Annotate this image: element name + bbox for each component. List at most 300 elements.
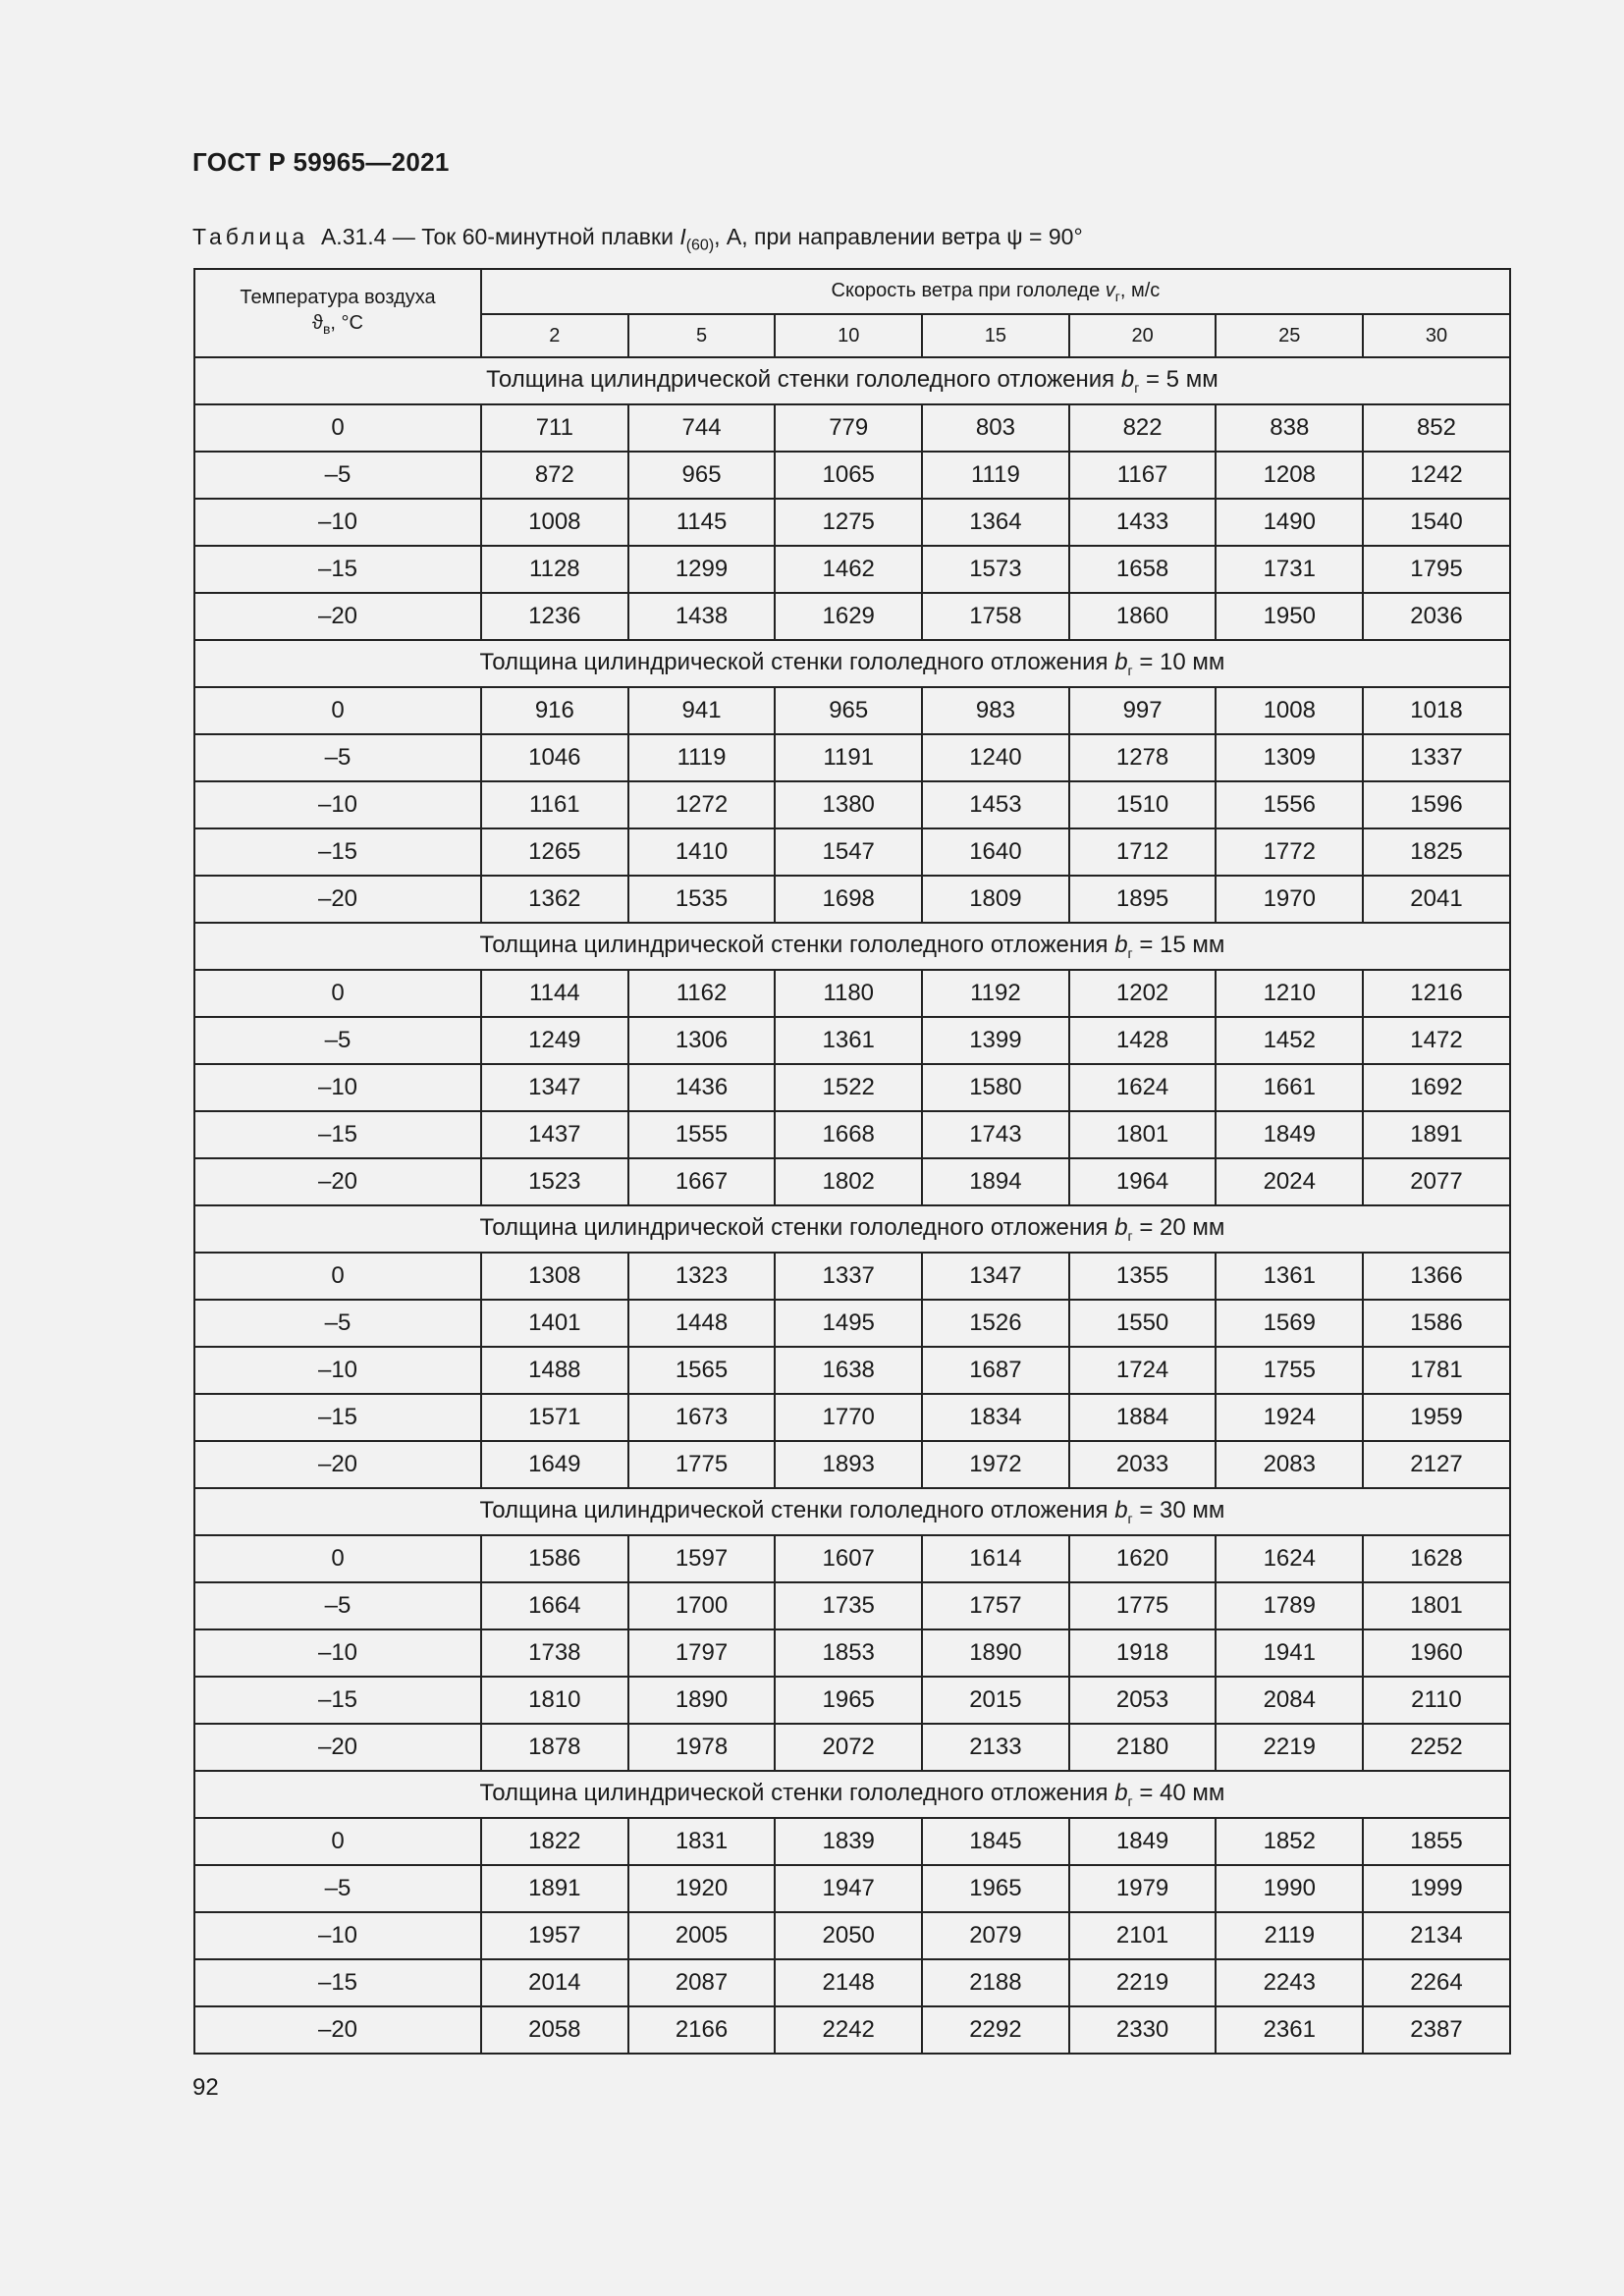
current-value-cell: 1852 — [1216, 1818, 1363, 1865]
section-header-cell — [194, 640, 1510, 687]
temperature-unit: , °С — [330, 312, 363, 334]
current-value-cell: 1361 — [775, 1017, 922, 1064]
current-value-cell: 1216 — [1363, 970, 1510, 1017]
current-value-cell: 1571 — [481, 1394, 628, 1441]
temperature-cell: –20 — [194, 593, 481, 640]
current-value-cell: 1834 — [922, 1394, 1069, 1441]
section-symbol: b — [1120, 366, 1135, 394]
current-value-cell: 1831 — [628, 1818, 776, 1865]
section-symbol-sub: г — [1134, 379, 1140, 396]
current-value-cell: 1448 — [628, 1300, 776, 1347]
current-value-cell: 2330 — [1069, 2006, 1217, 2054]
current-value-cell: 1649 — [481, 1441, 628, 1488]
current-value-cell: 2014 — [481, 1959, 628, 2006]
section-thickness: = 30 мм — [1132, 1497, 1225, 1524]
current-value-cell: 1965 — [922, 1865, 1069, 1912]
current-value-cell: 1535 — [628, 876, 776, 923]
current-value-cell: 1825 — [1363, 828, 1510, 876]
current-value-cell: 2083 — [1216, 1441, 1363, 1488]
current-value-cell: 916 — [481, 687, 628, 734]
current-value-cell: 1849 — [1069, 1818, 1217, 1865]
current-value-cell: 1495 — [775, 1300, 922, 1347]
current-value-cell: 1970 — [1216, 876, 1363, 923]
current-value-cell: 1890 — [922, 1629, 1069, 1677]
document-header: ГОСТ Р 59965—2021 — [192, 147, 450, 177]
current-value-cell: 1855 — [1363, 1818, 1510, 1865]
current-value-cell: 2110 — [1363, 1677, 1510, 1724]
current-value-cell: 1210 — [1216, 970, 1363, 1017]
section-header-cell — [194, 357, 1510, 404]
table-row — [194, 1912, 1510, 1959]
current-value-cell: 1960 — [1363, 1629, 1510, 1677]
current-value-cell: 779 — [775, 404, 922, 452]
table-row — [194, 1158, 1510, 1205]
temperature-cell: –5 — [194, 1582, 481, 1629]
current-value-cell: 2077 — [1363, 1158, 1510, 1205]
current-value-cell: 1891 — [481, 1865, 628, 1912]
table-row — [194, 1441, 1510, 1488]
current-value-cell: 1758 — [922, 593, 1069, 640]
temperature-cell: 0 — [194, 1535, 481, 1582]
current-value-cell: 1540 — [1363, 499, 1510, 546]
section-label: Толщина цилиндрической стенки гололедного отложения — [479, 1780, 1115, 1807]
temperature-cell: –20 — [194, 2006, 481, 2054]
wind-speed-cell: 2 — [481, 314, 628, 357]
current-value-cell: 852 — [1363, 404, 1510, 452]
current-value-cell: 711 — [481, 404, 628, 452]
temperature-cell: –15 — [194, 828, 481, 876]
table-row — [194, 1347, 1510, 1394]
current-value-cell: 2050 — [775, 1912, 922, 1959]
table-row — [194, 1959, 1510, 2006]
temperature-cell: –10 — [194, 499, 481, 546]
current-value-cell: 1878 — [481, 1724, 628, 1771]
temperature-cell: –5 — [194, 452, 481, 499]
section-symbol: b — [1114, 932, 1128, 959]
current-value-cell: 1488 — [481, 1347, 628, 1394]
current-value-cell: 1712 — [1069, 828, 1217, 876]
table-row — [194, 970, 1510, 1017]
section-label: Толщина цилиндрической стенки гололедного отложения — [479, 1214, 1115, 1242]
current-value-cell: 1008 — [481, 499, 628, 546]
current-value-cell: 1698 — [775, 876, 922, 923]
current-value-cell: 2127 — [1363, 1441, 1510, 1488]
current-value-cell: 2242 — [775, 2006, 922, 2054]
caption-text-after: , А, при направлении ветра ψ = 90° — [714, 224, 1083, 249]
current-value-cell: 1738 — [481, 1629, 628, 1677]
current-value-cell: 1822 — [481, 1818, 628, 1865]
current-value-cell: 1772 — [1216, 828, 1363, 876]
current-value-cell: 1743 — [922, 1111, 1069, 1158]
current-value-cell: 1556 — [1216, 781, 1363, 828]
current-value-cell: 1438 — [628, 593, 776, 640]
current-value-cell: 2219 — [1216, 1724, 1363, 1771]
table-row — [194, 499, 1510, 546]
section-header-row — [194, 1205, 1510, 1253]
current-value-cell: 1249 — [481, 1017, 628, 1064]
current-value-cell: 1428 — [1069, 1017, 1217, 1064]
current-value-cell: 2188 — [922, 1959, 1069, 2006]
section-header-cell — [194, 1771, 1510, 1818]
current-value-cell: 1236 — [481, 593, 628, 640]
current-value-cell: 1731 — [1216, 546, 1363, 593]
current-value-cell: 1775 — [628, 1441, 776, 1488]
current-value-cell: 1510 — [1069, 781, 1217, 828]
current-value-cell: 1401 — [481, 1300, 628, 1347]
current-value-cell: 1755 — [1216, 1347, 1363, 1394]
temperature-cell: –10 — [194, 1629, 481, 1677]
temperature-cell: –20 — [194, 1441, 481, 1488]
table-row — [194, 546, 1510, 593]
current-value-cell: 1361 — [1216, 1253, 1363, 1300]
temperature-cell: –15 — [194, 546, 481, 593]
current-value-cell: 2387 — [1363, 2006, 1510, 2054]
section-thickness: = 20 мм — [1132, 1214, 1225, 1242]
table-row — [194, 1629, 1510, 1677]
current-value-cell: 1008 — [1216, 687, 1363, 734]
current-value-cell: 1337 — [775, 1253, 922, 1300]
current-value-cell: 1018 — [1363, 687, 1510, 734]
temperature-symbol-sub: в — [322, 321, 331, 337]
current-value-cell: 1941 — [1216, 1629, 1363, 1677]
temperature-cell: –15 — [194, 1677, 481, 1724]
table-row — [194, 452, 1510, 499]
table-row — [194, 876, 1510, 923]
current-value-cell: 1275 — [775, 499, 922, 546]
current-value-cell: 1550 — [1069, 1300, 1217, 1347]
current-value-cell: 2361 — [1216, 2006, 1363, 2054]
section-header-row — [194, 640, 1510, 687]
current-value-cell: 2133 — [922, 1724, 1069, 1771]
current-value-cell: 2087 — [628, 1959, 776, 2006]
temperature-cell: –10 — [194, 1347, 481, 1394]
current-value-cell: 1972 — [922, 1441, 1069, 1488]
caption-symbol: I — [679, 224, 686, 249]
current-value-cell: 1586 — [1363, 1300, 1510, 1347]
current-value-cell: 1144 — [481, 970, 628, 1017]
current-value-cell: 2119 — [1216, 1912, 1363, 1959]
current-value-cell: 1950 — [1216, 593, 1363, 640]
current-value-cell: 838 — [1216, 404, 1363, 452]
wind-unit: , м/с — [1119, 279, 1161, 301]
current-value-cell: 1810 — [481, 1677, 628, 1724]
table-row — [194, 2006, 1510, 2054]
current-value-cell: 1770 — [775, 1394, 922, 1441]
temperature-cell: –20 — [194, 876, 481, 923]
current-value-cell: 1437 — [481, 1111, 628, 1158]
caption-text-before: — Ток 60-минутной плавки — [386, 224, 680, 249]
current-value-cell: 1849 — [1216, 1111, 1363, 1158]
current-value-cell: 1795 — [1363, 546, 1510, 593]
current-value-cell: 1119 — [628, 734, 776, 781]
table-row — [194, 1253, 1510, 1300]
current-value-cell: 2079 — [922, 1912, 1069, 1959]
current-value-cell: 1272 — [628, 781, 776, 828]
table-row — [194, 1017, 1510, 1064]
table-row — [194, 1818, 1510, 1865]
current-value-cell: 1362 — [481, 876, 628, 923]
current-value-cell: 1597 — [628, 1535, 776, 1582]
current-value-cell: 1894 — [922, 1158, 1069, 1205]
table-row — [194, 1724, 1510, 1771]
current-value-cell: 1624 — [1069, 1064, 1217, 1111]
table-row — [194, 734, 1510, 781]
current-value-cell: 1700 — [628, 1582, 776, 1629]
table-row — [194, 404, 1510, 452]
current-value-cell: 965 — [628, 452, 776, 499]
current-value-cell: 1667 — [628, 1158, 776, 1205]
current-value-cell: 2252 — [1363, 1724, 1510, 1771]
current-value-cell: 1299 — [628, 546, 776, 593]
current-value-cell: 1347 — [922, 1253, 1069, 1300]
section-header-row — [194, 1771, 1510, 1818]
current-value-cell: 2219 — [1069, 1959, 1217, 2006]
current-value-cell: 1240 — [922, 734, 1069, 781]
current-value-cell: 1978 — [628, 1724, 776, 1771]
current-value-cell: 1990 — [1216, 1865, 1363, 1912]
table-row — [194, 687, 1510, 734]
section-header-row — [194, 1488, 1510, 1535]
section-symbol: b — [1114, 1214, 1128, 1242]
current-value-cell: 2041 — [1363, 876, 1510, 923]
current-value-cell: 1661 — [1216, 1064, 1363, 1111]
table-row — [194, 593, 1510, 640]
temperature-cell: 0 — [194, 970, 481, 1017]
table-caption — [192, 224, 1083, 255]
section-header-cell — [194, 923, 1510, 970]
current-value-cell: 1964 — [1069, 1158, 1217, 1205]
current-table — [193, 268, 1511, 2055]
current-value-cell: 2166 — [628, 2006, 776, 2054]
current-value-cell: 1724 — [1069, 1347, 1217, 1394]
current-value-cell: 997 — [1069, 687, 1217, 734]
current-value-cell: 1462 — [775, 546, 922, 593]
table-body — [194, 357, 1510, 2054]
temperature-cell: 0 — [194, 1818, 481, 1865]
section-symbol-sub: г — [1127, 1510, 1133, 1526]
wind-speed-cell: 15 — [922, 314, 1069, 357]
current-value-cell: 1845 — [922, 1818, 1069, 1865]
current-value-cell: 803 — [922, 404, 1069, 452]
current-value-cell: 1323 — [628, 1253, 776, 1300]
current-value-cell: 1337 — [1363, 734, 1510, 781]
current-value-cell: 2072 — [775, 1724, 922, 1771]
table-row — [194, 1300, 1510, 1347]
current-value-cell: 1891 — [1363, 1111, 1510, 1158]
current-value-cell: 1965 — [775, 1677, 922, 1724]
current-value-cell: 1192 — [922, 970, 1069, 1017]
temperature-header-label: Температура воздуха — [240, 287, 436, 308]
current-value-cell: 1789 — [1216, 1582, 1363, 1629]
current-value-cell: 965 — [775, 687, 922, 734]
current-value-cell: 1893 — [775, 1441, 922, 1488]
section-symbol: b — [1114, 649, 1128, 676]
current-value-cell: 1573 — [922, 546, 1069, 593]
current-value-cell: 1364 — [922, 499, 1069, 546]
temperature-cell: 0 — [194, 404, 481, 452]
current-value-cell: 1490 — [1216, 499, 1363, 546]
wind-speed-cell: 30 — [1363, 314, 1510, 357]
current-value-cell: 1306 — [628, 1017, 776, 1064]
temperature-cell: –15 — [194, 1959, 481, 2006]
current-value-cell: 1781 — [1363, 1347, 1510, 1394]
current-value-cell: 1884 — [1069, 1394, 1217, 1441]
current-value-cell: 1999 — [1363, 1865, 1510, 1912]
current-value-cell: 822 — [1069, 404, 1217, 452]
wind-speed-header — [481, 269, 1510, 314]
page-number: 92 — [192, 2074, 219, 2101]
section-thickness: = 15 мм — [1132, 932, 1225, 959]
current-value-cell: 1366 — [1363, 1253, 1510, 1300]
table-row — [194, 781, 1510, 828]
table-row — [194, 1582, 1510, 1629]
current-value-cell: 1607 — [775, 1535, 922, 1582]
section-thickness: = 40 мм — [1132, 1780, 1225, 1807]
section-symbol-sub: г — [1127, 662, 1133, 678]
section-symbol-sub: г — [1127, 1227, 1133, 1244]
temperature-cell: –10 — [194, 1064, 481, 1111]
current-value-cell: 1046 — [481, 734, 628, 781]
temperature-cell: –5 — [194, 734, 481, 781]
current-value-cell: 1957 — [481, 1912, 628, 1959]
current-value-cell: 1523 — [481, 1158, 628, 1205]
table-row — [194, 1677, 1510, 1724]
wind-speed-cell: 20 — [1069, 314, 1217, 357]
current-value-cell: 1399 — [922, 1017, 1069, 1064]
section-label: Толщина цилиндрической стенки гололедного отложения — [479, 1497, 1115, 1524]
current-value-cell: 1668 — [775, 1111, 922, 1158]
current-value-cell: 1918 — [1069, 1629, 1217, 1677]
current-value-cell: 2033 — [1069, 1441, 1217, 1488]
section-thickness: = 5 мм — [1139, 366, 1218, 394]
current-value-cell: 1347 — [481, 1064, 628, 1111]
current-value-cell: 1119 — [922, 452, 1069, 499]
temperature-cell: –10 — [194, 781, 481, 828]
current-value-cell: 744 — [628, 404, 776, 452]
temperature-cell: –5 — [194, 1865, 481, 1912]
current-value-cell: 1265 — [481, 828, 628, 876]
current-value-cell: 1687 — [922, 1347, 1069, 1394]
current-value-cell: 1692 — [1363, 1064, 1510, 1111]
current-value-cell: 1658 — [1069, 546, 1217, 593]
current-value-cell: 2134 — [1363, 1912, 1510, 1959]
current-value-cell: 1522 — [775, 1064, 922, 1111]
current-value-cell: 2058 — [481, 2006, 628, 2054]
current-value-cell: 1614 — [922, 1535, 1069, 1582]
current-value-cell: 1860 — [1069, 593, 1217, 640]
current-value-cell: 1640 — [922, 828, 1069, 876]
section-label: Толщина цилиндрической стенки гололедного отложения — [479, 932, 1115, 959]
current-value-cell: 1308 — [481, 1253, 628, 1300]
current-value-cell: 1565 — [628, 1347, 776, 1394]
current-value-cell: 1979 — [1069, 1865, 1217, 1912]
current-value-cell: 1809 — [922, 876, 1069, 923]
current-value-cell: 2024 — [1216, 1158, 1363, 1205]
section-label: Толщина цилиндрической стенки гололедного отложения — [479, 649, 1115, 676]
current-value-cell: 1802 — [775, 1158, 922, 1205]
current-value-cell: 1452 — [1216, 1017, 1363, 1064]
current-value-cell: 1128 — [481, 546, 628, 593]
current-value-cell: 1180 — [775, 970, 922, 1017]
current-value-cell: 1620 — [1069, 1535, 1217, 1582]
current-value-cell: 872 — [481, 452, 628, 499]
wind-speed-cell: 5 — [628, 314, 776, 357]
current-value-cell: 1839 — [775, 1818, 922, 1865]
table-row — [194, 1394, 1510, 1441]
table-row — [194, 1111, 1510, 1158]
current-value-cell: 1924 — [1216, 1394, 1363, 1441]
current-value-cell: 1208 — [1216, 452, 1363, 499]
section-symbol-sub: г — [1127, 944, 1133, 961]
current-value-cell: 2015 — [922, 1677, 1069, 1724]
current-value-cell: 1569 — [1216, 1300, 1363, 1347]
current-value-cell: 1735 — [775, 1582, 922, 1629]
current-value-cell: 1624 — [1216, 1535, 1363, 1582]
current-value-cell: 2243 — [1216, 1959, 1363, 2006]
temperature-cell: –10 — [194, 1912, 481, 1959]
current-value-cell: 1586 — [481, 1535, 628, 1582]
temperature-cell: 0 — [194, 1253, 481, 1300]
temperature-cell: 0 — [194, 687, 481, 734]
temperature-symbol: ϑ — [312, 312, 323, 334]
current-value-cell: 1555 — [628, 1111, 776, 1158]
table-row — [194, 1064, 1510, 1111]
current-value-cell: 1757 — [922, 1582, 1069, 1629]
current-value-cell: 1191 — [775, 734, 922, 781]
caption-number: А.31.4 — [320, 224, 387, 249]
current-value-cell: 1167 — [1069, 452, 1217, 499]
current-value-cell: 1526 — [922, 1300, 1069, 1347]
wind-symbol: v — [1105, 279, 1115, 301]
current-value-cell: 1380 — [775, 781, 922, 828]
current-value-cell: 1920 — [628, 1865, 776, 1912]
current-value-cell: 1801 — [1069, 1111, 1217, 1158]
table-row — [194, 1535, 1510, 1582]
current-value-cell: 1596 — [1363, 781, 1510, 828]
current-value-cell: 1278 — [1069, 734, 1217, 781]
current-value-cell: 2005 — [628, 1912, 776, 1959]
temperature-cell: –15 — [194, 1394, 481, 1441]
current-value-cell: 2264 — [1363, 1959, 1510, 2006]
section-symbol: b — [1114, 1780, 1128, 1807]
current-value-cell: 1309 — [1216, 734, 1363, 781]
wind-speed-cell: 10 — [775, 314, 922, 357]
current-value-cell: 2084 — [1216, 1677, 1363, 1724]
current-value-cell: 1629 — [775, 593, 922, 640]
current-value-cell: 1628 — [1363, 1535, 1510, 1582]
temperature-header — [194, 269, 481, 357]
current-value-cell: 1162 — [628, 970, 776, 1017]
current-value-cell: 1797 — [628, 1629, 776, 1677]
section-label: Толщина цилиндрической стенки гололедного отложения — [486, 366, 1121, 394]
current-value-cell: 1202 — [1069, 970, 1217, 1017]
current-value-cell: 1242 — [1363, 452, 1510, 499]
wind-header-label: Скорость ветра при гололеде — [831, 279, 1106, 301]
current-value-cell: 1638 — [775, 1347, 922, 1394]
current-value-cell: 1410 — [628, 828, 776, 876]
section-header-cell — [194, 1205, 1510, 1253]
temperature-cell: –5 — [194, 1300, 481, 1347]
caption-symbol-sub: (60) — [685, 237, 715, 254]
current-value-cell: 1547 — [775, 828, 922, 876]
temperature-cell: –20 — [194, 1724, 481, 1771]
table-row — [194, 1865, 1510, 1912]
current-value-cell: 2101 — [1069, 1912, 1217, 1959]
current-value-cell: 1436 — [628, 1064, 776, 1111]
current-value-cell: 1065 — [775, 452, 922, 499]
section-header-row — [194, 923, 1510, 970]
current-value-cell: 1959 — [1363, 1394, 1510, 1441]
